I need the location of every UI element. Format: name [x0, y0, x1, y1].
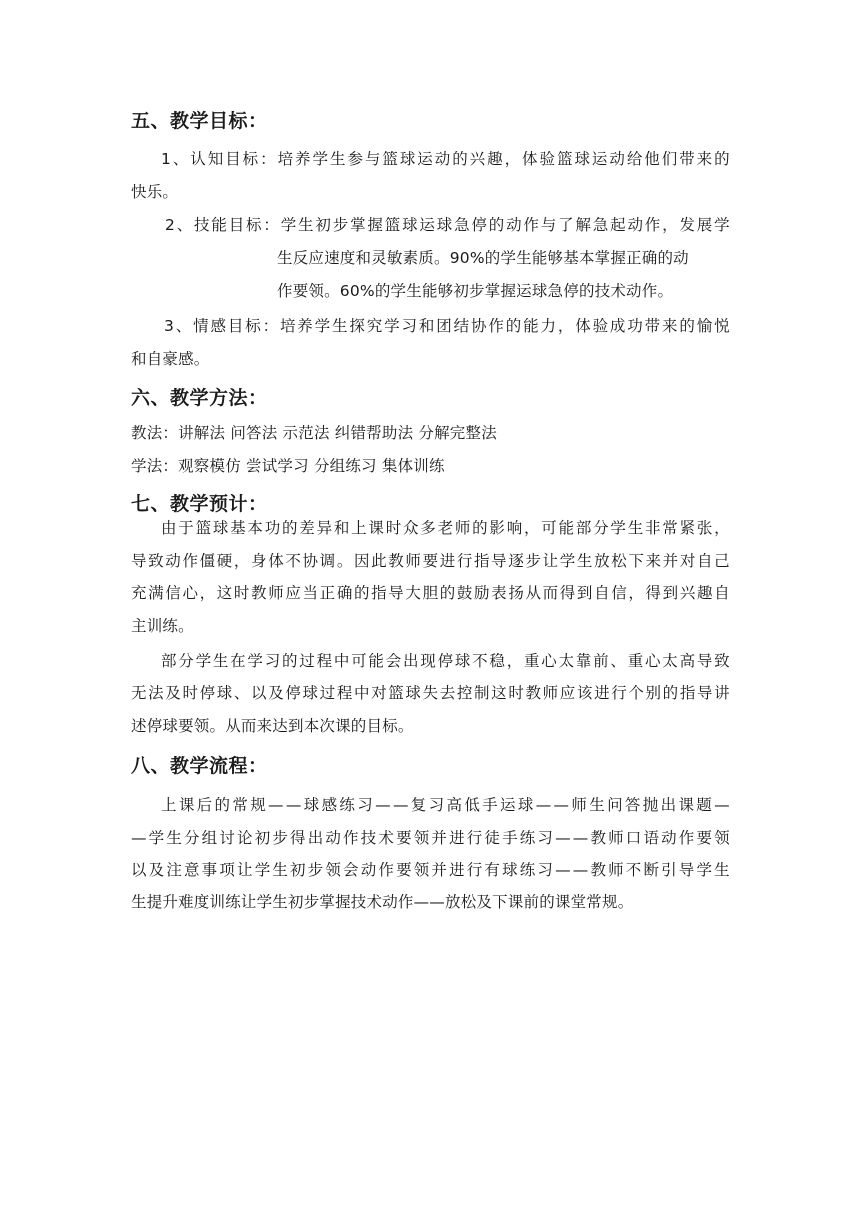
forecast-para1-line2: 导致动作僵硬，身体不协调。因此教师要进行指导逐步让学生放松下来并对自己 — [131, 552, 732, 570]
forecast-para1-line3: 充满信心，这时教师应当正确的指导大胆的鼓励表扬从而得到自信，得到兴趣自 — [131, 584, 732, 602]
process-line1: 上课后的常规——球感练习——复习高低手运球——师生问答抛出课题— — [161, 796, 732, 814]
forecast-para1-line1: 由于篮球基本功的差异和上课时众多老师的影响，可能部分学生非常紧张， — [161, 519, 732, 537]
learning-methods-line: 学法：观察模仿 尝试学习 分组练习 集体训练 — [131, 457, 445, 475]
process-line4: 生提升难度训练让学生初步掌握技术动作——放松及下课前的课堂常规。 — [131, 893, 634, 911]
section-heading-teaching-forecast: 七、教学预计： — [131, 493, 268, 515]
goal1-line1: 1、认知目标：培养学生参与篮球运动的兴趣，体验篮球运动给他们带来的 — [161, 150, 732, 168]
goal3-line1: 3、情感目标：培养学生探究学习和团结协作的能力，体验成功带来的愉悦 — [164, 317, 732, 335]
goal1-line2: 快乐。 — [131, 183, 179, 201]
goal2-line2: 生反应速度和灵敏素质。90%的学生能够基本掌握正确的动 — [277, 249, 689, 267]
goal2-line1: 2、技能目标：学生初步掌握篮球运球急停的动作与了解急起动作，发展学 — [165, 216, 732, 234]
forecast-para1-line4: 主训练。 — [131, 617, 194, 635]
section-heading-teaching-methods: 六、教学方法： — [131, 387, 268, 409]
section-heading-teaching-process: 八、教学流程： — [131, 755, 268, 777]
goal2-line3: 作要领。60%的学生能够初步掌握运球急停的技术动作。 — [277, 282, 674, 300]
forecast-para2-line3: 述停球要领。从而来达到本次课的目标。 — [131, 717, 414, 735]
forecast-para2-line2: 无法及时停球、以及停球过程中对篮球失去控制这时教师应该进行个别的指导讲 — [131, 684, 732, 702]
process-line2: —学生分组讨论初步得出动作技术要领并进行徒手练习——教师口语动作要领 — [131, 829, 732, 847]
teaching-methods-line: 教法：讲解法 问答法 示范法 纠错帮助法 分解完整法 — [131, 424, 497, 442]
goal3-line2: 和自豪感。 — [131, 350, 210, 368]
forecast-para2-line1: 部分学生在学习的过程中可能会出现停球不稳，重心太靠前、重心太高导致 — [161, 652, 732, 670]
section-heading-teaching-goals: 五、教学目标： — [131, 110, 268, 132]
process-line3: 以及注意事项让学生初步领会动作要领并进行有球练习——教师不断引导学生 — [131, 861, 732, 879]
